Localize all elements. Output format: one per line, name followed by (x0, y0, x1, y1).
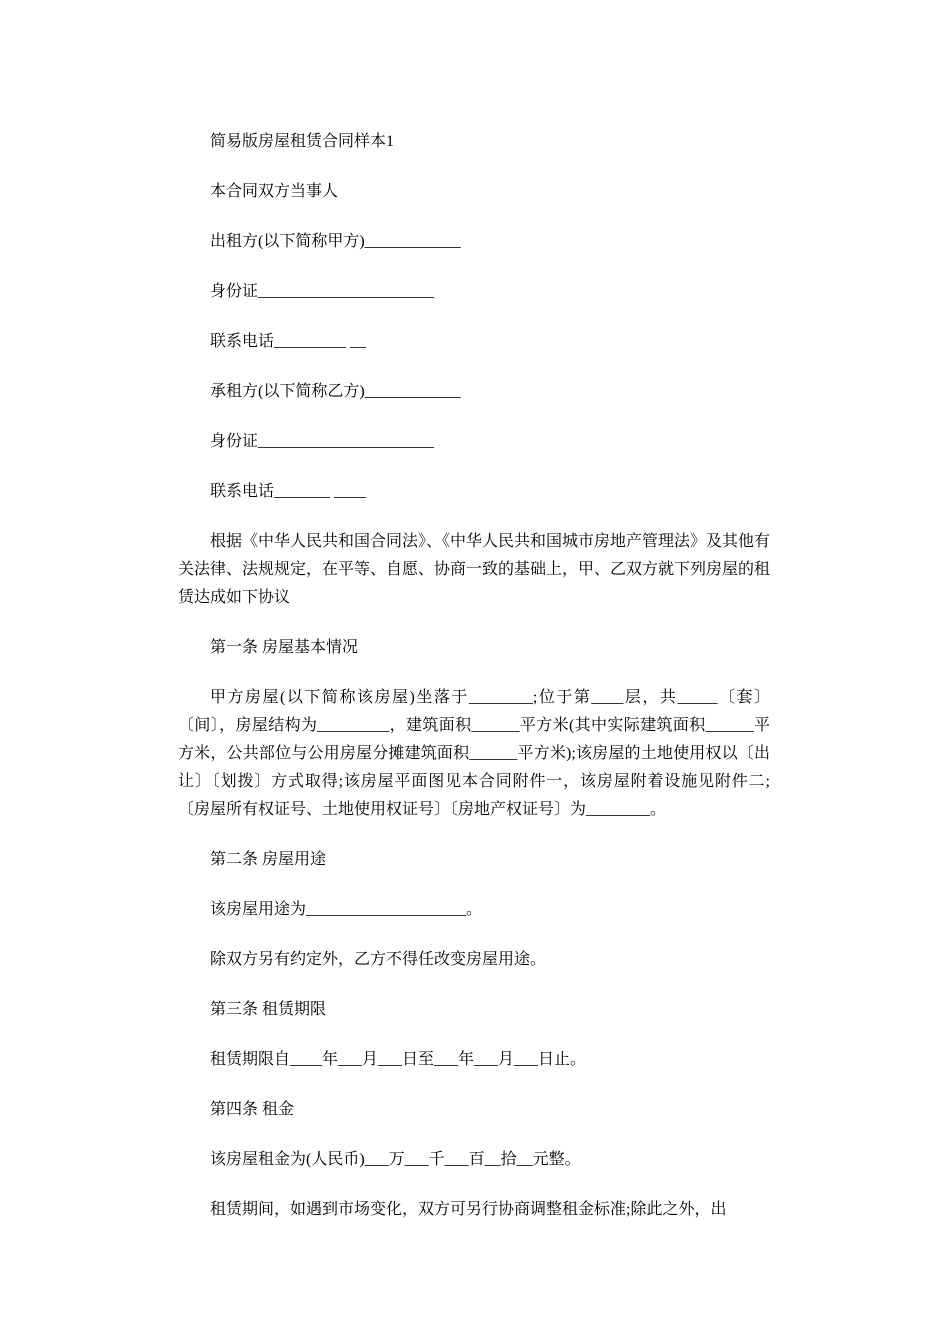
paragraph-parties-intro: 本合同双方当事人 (210, 183, 339, 200)
field-lessor-phone: 联系电话_________ __ (210, 333, 367, 350)
field-lessee-phone: 联系电话_______ ____ (210, 483, 367, 500)
field-lessee-name: 承租方(以下简称乙方)____________ (210, 383, 461, 400)
heading-article-1: 第一条 房屋基本情况 (210, 639, 359, 656)
paragraph-article-1-body: 甲方房屋(以下简称该房屋)坐落于________;位于第____层，共_____〔套〕〔间〕，房屋结构为_________，建筑面积______平方米(其中实际建筑面积______平方米，公共部位与公用房屋分摊建筑面积______平方米);该房屋的土地使用权以〔出让〕〔划拨〕方式取得;该房屋平面图见本合同附件一，该房屋附着设施见附件二;〔房屋所有权证号、土地使用权证号〕〔房地产权证号〕为________。 (178, 689, 770, 818)
field-lessee-id: 身份证______________________ (210, 433, 435, 450)
field-lease-term: 租赁期限自____年___月___日至___年___月___日止。 (210, 1051, 587, 1068)
heading-article-2: 第二条 房屋用途 (210, 851, 327, 868)
field-lessor-id: 身份证______________________ (210, 283, 435, 300)
field-rent-amount: 该房屋租金为(人民币)___万___千___百__拾__元整。 (210, 1151, 581, 1168)
doc-title: 简易版房屋租赁合同样本1 (210, 133, 395, 150)
heading-article-3: 第三条 租赁期限 (210, 1001, 327, 1018)
field-house-usage: 该房屋用途为____________________。 (210, 901, 483, 918)
paragraph-usage-restriction: 除双方另有约定外，乙方不得任改变房屋用途。 (210, 951, 547, 968)
paragraph-rent-adjustment: 租赁期间，如遇到市场变化，双方可另行协商调整租金标准;除此之外，出 (210, 1201, 727, 1218)
paragraph-preamble: 根据《中华人民共和国合同法》、《中华人民共和国城市房地产管理法》及其他有关法律、法规规定，在平等、自愿、协商一致的基础上，甲、乙双方就下列房屋的租赁达成如下协议 (178, 533, 771, 606)
field-lessor-name: 出租方(以下简称甲方)____________ (210, 233, 461, 250)
heading-article-4: 第四条 租金 (210, 1101, 295, 1118)
